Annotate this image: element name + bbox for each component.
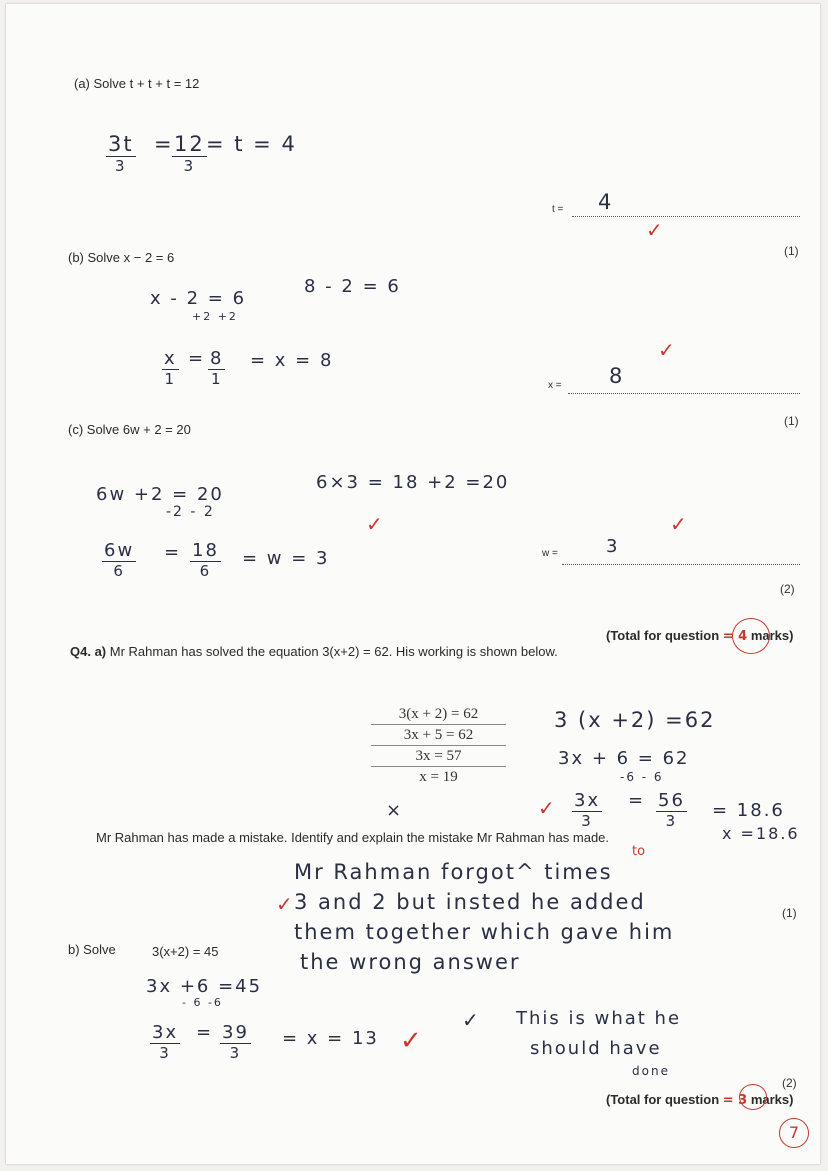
- question-b-frac-left: [162, 348, 179, 388]
- question-c-work2-tail: = w = 3: [242, 548, 330, 569]
- explanation-line: them together which gave him: [294, 920, 675, 944]
- total-label: (Total for question: [606, 628, 723, 643]
- q4-label: Q4. a): [70, 644, 107, 659]
- student-tick: ✓: [462, 1008, 479, 1032]
- frac-denominator: 1: [164, 370, 177, 388]
- q4b-work1-sub: - 6 -6: [182, 996, 223, 1009]
- answer-line-a: [572, 216, 800, 217]
- q4b-work1: 3x +6 =45: [146, 976, 263, 997]
- question-c-work1-sub: -2 - 2: [166, 504, 215, 520]
- frac-denominator: 1: [210, 370, 223, 388]
- question-a-prompt: (a) Solve t + t + t = 12: [74, 76, 200, 91]
- total-label-end: marks): [747, 1092, 794, 1107]
- worksheet-page: [6, 4, 820, 1164]
- q4b-tail: = x = 13: [282, 1028, 379, 1049]
- question-b-frac-right: [208, 348, 225, 388]
- q4b-frac-left: [150, 1022, 180, 1062]
- frac-denominator: 6: [113, 562, 125, 580]
- teacher-comment: This is what he: [516, 1008, 682, 1029]
- q4b-equation: 3(x+2) = 45: [152, 944, 219, 959]
- frac-numerator: 6w: [104, 540, 135, 561]
- frac-numerator: 18: [192, 540, 219, 561]
- q4-instruction: Mr Rahman has made a mistake. Identify and explain the mistake Mr Rahman has made.: [96, 830, 610, 845]
- overall-score: 7: [779, 1118, 809, 1148]
- explanation-line: 3 and 2 but insted he added: [294, 890, 646, 914]
- q4b-frac-right: [220, 1022, 251, 1062]
- question-c-frac-left: [102, 540, 136, 580]
- marks-c: (2): [780, 582, 795, 596]
- total-score: = 3: [722, 1093, 748, 1108]
- working-line: 3x = 57: [371, 746, 506, 767]
- teacher-tick: ✓: [646, 218, 663, 242]
- frac-numerator: 3t: [108, 132, 134, 156]
- frac-denominator: 3: [229, 1044, 242, 1062]
- student-line2-sub: -6 - 6: [620, 770, 664, 784]
- question-a-frac-right: [172, 132, 207, 175]
- working-line: x = 19: [419, 769, 458, 785]
- student-result2: x =18.6: [722, 824, 800, 843]
- student-line2: 3x + 6 = 62: [558, 748, 690, 769]
- frac-numerator: x: [164, 348, 177, 369]
- teacher-comment: done: [632, 1064, 670, 1078]
- frac-denominator: 3: [115, 157, 127, 175]
- mr-rahman-working: [371, 704, 506, 787]
- teacher-tick: ✓: [538, 796, 555, 820]
- frac-denominator: 3: [665, 812, 678, 830]
- score-circle: [732, 618, 770, 654]
- frac-numerator: 3x: [574, 790, 601, 811]
- frac-numerator: 12: [174, 132, 205, 156]
- explanation-line: Mr Rahman forgot^ times: [294, 860, 613, 884]
- equals-sign: =: [164, 542, 182, 563]
- question-c-prompt: (c) Solve 6w + 2 = 20: [68, 422, 191, 437]
- teacher-tick: ✓: [276, 892, 293, 916]
- frac-numerator: 3x: [152, 1022, 179, 1043]
- question-c-frac-right: [190, 540, 221, 580]
- frac-denominator: 6: [199, 562, 212, 580]
- q4b-label: b) Solve: [68, 942, 116, 957]
- marks-q4b: (2): [782, 1076, 797, 1090]
- total-label: (Total for question: [606, 1092, 723, 1107]
- question-a-frac-left: [106, 132, 136, 175]
- frac-denominator: 3: [159, 1044, 171, 1062]
- working-line: 3x + 5 = 62: [371, 725, 506, 746]
- answer-label-w: w =: [542, 548, 558, 559]
- answer-label-x: x =: [548, 380, 562, 391]
- explanation-line: the wrong answer: [300, 950, 521, 974]
- equals-sign: =: [196, 1022, 214, 1043]
- question-c-work1: 6w +2 = 20: [96, 484, 224, 505]
- student-frac-left: [572, 790, 602, 830]
- student-line1: 3 (x +2) =62: [554, 708, 716, 732]
- question-a-work: = t = 4: [206, 132, 297, 156]
- teacher-tick: ✓: [366, 512, 383, 536]
- answer-line-b: [568, 393, 800, 394]
- answer-b: 8: [609, 364, 625, 388]
- question-b-prompt: (b) Solve x − 2 = 6: [68, 250, 175, 265]
- q4-heading: [70, 644, 558, 659]
- teacher-comment: should have: [530, 1038, 662, 1059]
- teacher-tick: ✓: [658, 338, 675, 362]
- answer-c: 3: [606, 536, 620, 557]
- marks-q4a: (1): [782, 906, 797, 920]
- teacher-tick: ✓: [670, 512, 687, 536]
- frac-denominator: 3: [183, 157, 196, 175]
- equals-sign: =: [628, 790, 646, 811]
- total-score: = 4: [722, 629, 748, 644]
- question-b-check: 8 - 2 = 6: [304, 276, 401, 297]
- marks-a: (1): [784, 244, 799, 258]
- score-circle: [739, 1084, 767, 1110]
- question-c-check: 6×3 = 18 +2 =20: [316, 472, 510, 493]
- answer-label-t: t =: [552, 204, 564, 215]
- teacher-insert: to: [632, 844, 646, 859]
- frac-denominator: 3: [581, 812, 593, 830]
- cross-mark: ×: [386, 800, 404, 821]
- frac-numerator: 56: [658, 790, 685, 811]
- working-line: 3(x + 2) = 62: [371, 704, 506, 725]
- frac-numerator: 8: [210, 348, 224, 369]
- total-label-end: marks): [747, 628, 794, 643]
- answer-line-c: [562, 564, 800, 565]
- equals-sign: =: [188, 348, 206, 369]
- question-b-work1: x - 2 = 6: [150, 288, 247, 309]
- frac-numerator: 39: [222, 1022, 249, 1043]
- q4-intro: Mr Rahman has solved the equation 3(x+2) = 62. His working is shown below.: [109, 644, 558, 659]
- question-b-work2-tail: = x = 8: [250, 350, 334, 371]
- teacher-tick: ✓: [400, 1026, 422, 1056]
- marks-b: (1): [784, 414, 799, 428]
- equals-sign: =: [154, 132, 174, 156]
- question-b-work1-sub: +2 +2: [192, 310, 238, 323]
- student-result: = 18.6: [712, 800, 785, 821]
- answer-a: 4: [598, 190, 614, 214]
- student-frac-right: [656, 790, 687, 830]
